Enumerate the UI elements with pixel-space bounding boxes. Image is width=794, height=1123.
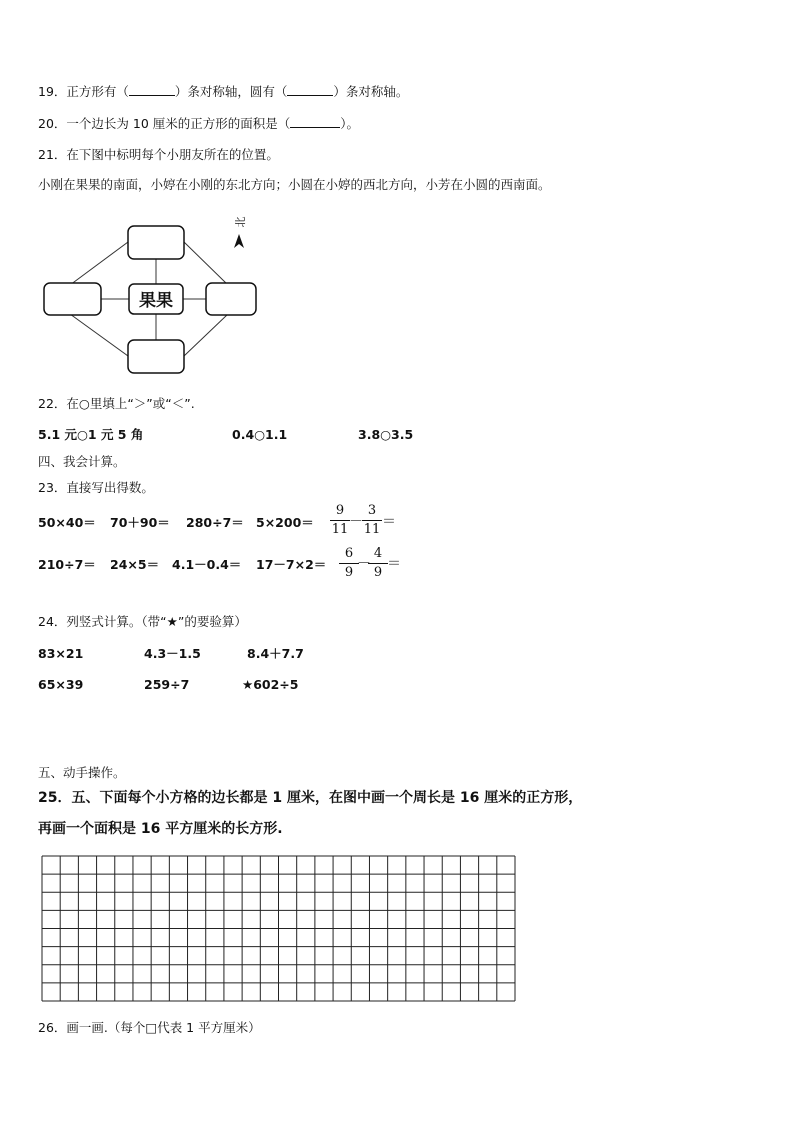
frac1-b-num: 3 bbox=[367, 503, 377, 518]
frac1-a-den: 11 bbox=[331, 522, 349, 537]
position-diagram bbox=[38, 210, 268, 380]
frac2-op: － bbox=[357, 556, 371, 572]
frac2-eq: ＝ bbox=[387, 556, 401, 572]
q23-r2-1: 210÷7＝ bbox=[38, 557, 96, 572]
q25-line-1: 25．五、下面每个小方格的边长都是 1 厘米，在图中画一个周长是 16 厘米的正方形， bbox=[38, 790, 583, 806]
q23-frac1-a bbox=[330, 503, 350, 538]
connector-bottom-left bbox=[70, 314, 128, 356]
q24-title: 24．列竖式计算。（带“★”的要验算） bbox=[38, 614, 247, 629]
q24-r1-2: 4.3－1.5 bbox=[144, 646, 201, 661]
frac1-op: － bbox=[349, 514, 363, 530]
q26-title: 26．画一画.（每个□代表 1 平方厘米） bbox=[38, 1020, 261, 1035]
north-arrow-icon bbox=[234, 234, 244, 248]
box-north[interactable] bbox=[128, 226, 184, 259]
q24-r2-2: 259÷7 bbox=[144, 677, 190, 692]
q23-r1-4: 5×200＝ bbox=[256, 515, 314, 530]
q19-blank-1[interactable] bbox=[129, 95, 175, 96]
section-4-heading: 四、我会计算。 bbox=[38, 454, 126, 469]
q22-item-2: 0.4○1.1 bbox=[232, 427, 288, 442]
section-5-heading: 五、动手操作。 bbox=[38, 765, 126, 780]
q22-title: 22．在○里填上“＞”或“＜”. bbox=[38, 396, 195, 411]
q23-r1-2: 70＋90＝ bbox=[110, 515, 170, 530]
q19-line bbox=[38, 84, 408, 100]
q22-item-3: 3.8○3.5 bbox=[358, 427, 414, 442]
q22-item-1: 5.1 元○1 元 5 角 bbox=[38, 427, 144, 442]
north-label: 北 bbox=[234, 216, 247, 228]
frac2-a-den: 9 bbox=[344, 565, 354, 580]
connector-top-right bbox=[184, 242, 228, 285]
q23-r2-3: 4.1－0.4＝ bbox=[172, 557, 242, 572]
frac2-b-num: 4 bbox=[373, 546, 383, 561]
q19-mid: ）条对称轴，圆有（ bbox=[174, 84, 288, 99]
q23-r2-4: 17－7×2＝ bbox=[256, 557, 327, 572]
q19-blank-2[interactable] bbox=[287, 95, 333, 96]
connector-top-left bbox=[70, 242, 128, 285]
q23-r1-3: 280÷7＝ bbox=[186, 515, 244, 530]
center-label: 果果 bbox=[139, 291, 173, 311]
q23-frac1-b bbox=[362, 503, 382, 538]
q25-line-2: 再画一个面积是 16 平方厘米的长方形. bbox=[38, 821, 283, 837]
connector-bottom-right bbox=[184, 314, 228, 356]
q21-description: 小刚在果果的南面，小婷在小刚的东北方向；小圆在小婷的西北方向，小芳在小圆的西南面。 bbox=[38, 177, 551, 192]
frac2-b-den: 9 bbox=[373, 565, 383, 580]
q23-title: 23．直接写出得数。 bbox=[38, 480, 154, 495]
q24-r1-3: 8.4＋7.7 bbox=[247, 646, 304, 661]
frac1-b-den: 11 bbox=[363, 522, 381, 537]
box-south[interactable] bbox=[128, 340, 184, 373]
q20-post: ）。 bbox=[340, 116, 360, 131]
box-west[interactable] bbox=[44, 283, 101, 315]
q24-r2-1: 65×39 bbox=[38, 677, 84, 692]
frac1-a-num: 9 bbox=[335, 503, 345, 518]
q19-pre: 19．正方形有（ bbox=[38, 84, 129, 99]
box-east[interactable] bbox=[206, 283, 256, 315]
q19-post: ）条对称轴。 bbox=[333, 84, 409, 99]
q20-line bbox=[38, 116, 359, 132]
q23-r1-1: 50×40＝ bbox=[38, 515, 96, 530]
q23-r2-2: 24×5＝ bbox=[110, 557, 160, 572]
q23-frac2-a bbox=[339, 546, 359, 581]
q24-r1-1: 83×21 bbox=[38, 646, 84, 661]
q21-title: 21．在下图中标明每个小朋友所在的位置。 bbox=[38, 147, 279, 162]
q23-frac2-b bbox=[368, 546, 388, 581]
frac1-eq: ＝ bbox=[382, 514, 396, 530]
q20-pre: 20．一个边长为 10 厘米的正方形的面积是（ bbox=[38, 116, 291, 131]
q24-r2-3: ★602÷5 bbox=[242, 677, 299, 692]
q20-blank[interactable] bbox=[290, 127, 340, 128]
frac2-a-num: 6 bbox=[344, 546, 354, 561]
drawing-grid[interactable] bbox=[41, 855, 516, 1002]
